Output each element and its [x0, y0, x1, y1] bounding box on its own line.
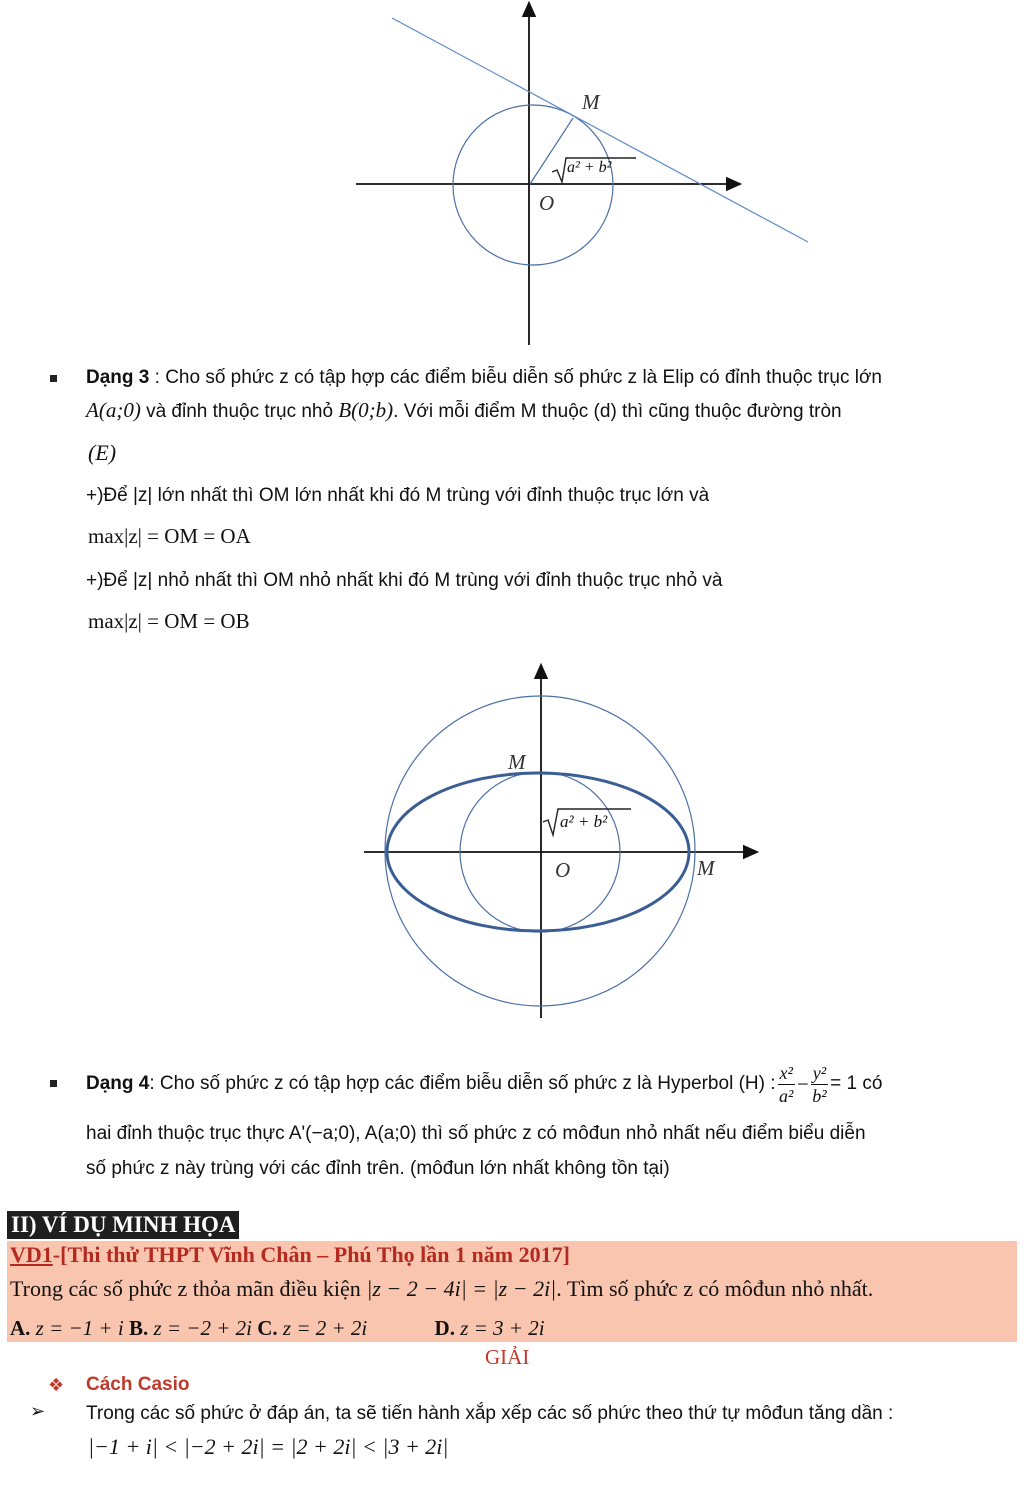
fraction-x: $\frac{\text{x²}}{\text{a²}}$ [778, 1062, 794, 1106]
casio-title: Cách Casio [86, 1374, 190, 1395]
dang3-line2: A(a;0) và đỉnh thuộc trục nhỏ B(0;b). Với mỗi điểm M thuộc (d) thì cũng thuộc đường tròn [86, 398, 842, 422]
label-o: O [555, 858, 571, 882]
option-a-label: A. [10, 1316, 31, 1340]
option-c-label: C. [257, 1316, 278, 1340]
bullet [50, 375, 57, 382]
radius-label: a² + b² [560, 812, 608, 831]
dang3-title: Dạng 3 [86, 367, 150, 388]
circle [453, 105, 613, 265]
option-b[interactable]: z = −2 + 2i [153, 1316, 252, 1340]
label-o: O [539, 191, 555, 215]
figure-circle-tangent [0, 0, 1029, 350]
fraction-y: $\frac{\text{y²}}{\text{b²}}$ [812, 1062, 827, 1106]
dang3-case1-formula: max|z| = OM = OA [88, 524, 251, 548]
dang3-case1: +)Để |z| lớn nhất thì OM lớn nhất khi đó M trùng với đỉnh thuộc trục lớn và [86, 485, 710, 506]
solution-heading: GIẢI [485, 1345, 530, 1369]
dang3-case2-formula: max|z| = OM = OB [88, 609, 250, 633]
diamond-bullet-icon: ❖ [48, 1375, 65, 1396]
option-b-label: B. [128, 1316, 149, 1340]
figure-ellipse [0, 660, 1029, 1030]
outer-circle [385, 696, 695, 1006]
label-m-top: M [508, 750, 526, 774]
condition: |z − 2 − 4i| = |z − 2i| [366, 1276, 557, 1301]
dang4-line3: số phức z này trùng với các đỉnh trên. (môđun lớn nhất không tồn tại) [86, 1158, 670, 1179]
solution-step1: Trong các số phức ở đáp án, ta sẽ tiến hành xắp xếp các số phức theo thứ tự môđun tăng dần : [86, 1403, 894, 1424]
dang3-case2: +)Để |z| nhỏ nhất thì OM nhỏ nhất khi đó M trùng với đỉnh thuộc trục nhỏ và [86, 570, 723, 591]
vd1-code: VD1 [10, 1242, 53, 1267]
dang4-line2: hai đỉnh thuộc trục thực A'(−a;0), A(a;0) thì số phức z có môđun nhỏ nhất nếu điểm biểu diễn [86, 1123, 866, 1144]
option-d-label: D. [434, 1316, 455, 1340]
dang4-title: Dạng 4 [86, 1073, 150, 1094]
tangent-line [392, 18, 808, 242]
bullet [50, 1080, 57, 1087]
radius-label: a² + b² [567, 159, 612, 176]
section-title: II) VÍ DỤ MINH HỌA [7, 1211, 239, 1239]
option-d[interactable]: z = 3 + 2i [460, 1316, 545, 1340]
option-c[interactable]: z = 2 + 2i [282, 1316, 368, 1340]
vd1-title: VD1-[Thi thử THPT Vĩnh Chân – Phú Thọ lần 1 năm 2017] [10, 1242, 570, 1267]
vd1-question: Trong các số phức z thỏa mãn điều kiện |z − 2 − 4i| = |z − 2i|. Tìm số phức z có môđun nhỏ nhất. [10, 1276, 874, 1301]
dang3-line3: (E) [88, 440, 117, 465]
vd1-options [10, 1316, 545, 1341]
arrow-bullet-icon: ➢ [30, 1401, 46, 1422]
label-m: M [582, 90, 600, 114]
dang3-line1: Dạng 3 : Cho số phức z có tập hợp các điểm biễu diễn số phức z là Elip có đỉnh thuộc trục lớn [86, 367, 882, 388]
solution-ordering: |−1 + i| < |−2 + 2i| = |2 + 2i| < |3 + 2i| [88, 1434, 449, 1459]
dang4-line1: Dạng 4 : Cho số phức z có tập hợp các điểm biễu diễn số phức z là Hyperbol (H) : $\frac{\text{x²}}{\text{a²}}$ − $\frac{\text{y²}}{\text{b²}}$ = 1 có [86, 1062, 883, 1106]
label-m-right: M [697, 856, 715, 880]
option-a[interactable]: z = −1 + i [35, 1316, 124, 1340]
